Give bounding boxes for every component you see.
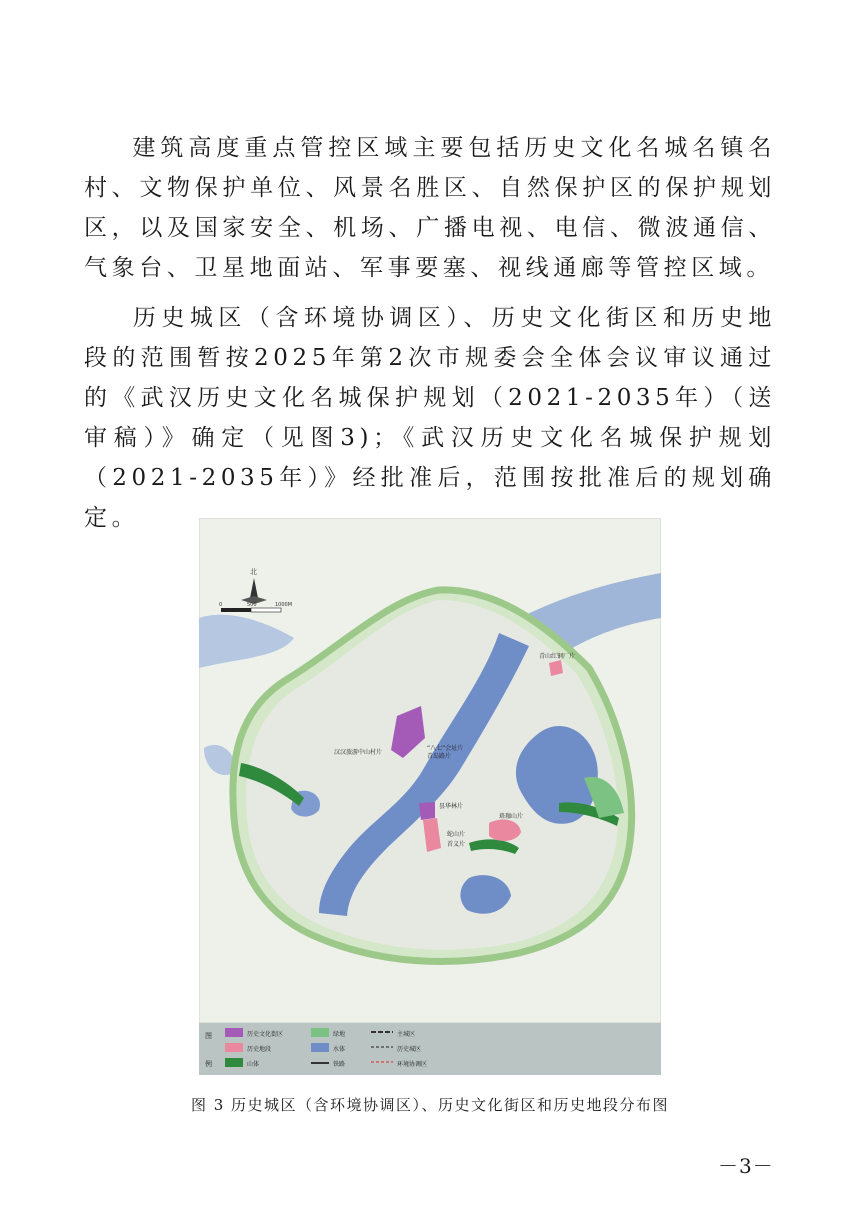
north-label: 北	[250, 568, 257, 576]
map-legend	[199, 1023, 661, 1075]
legend-swatch-mountain	[225, 1058, 243, 1067]
label-qingdao: 青岛路片	[427, 753, 452, 760]
legend-label-water: 水体	[333, 1046, 346, 1053]
legend-label-historic-city: 历史城区	[397, 1046, 422, 1053]
legend-label-historic-district: 历史文化街区	[247, 1031, 284, 1038]
label-luojiashan: 珞珈山片	[499, 813, 524, 820]
paragraph-1	[84, 128, 776, 288]
legend-label-green: 绿地	[333, 1031, 346, 1038]
legend-title-1: 图	[205, 1032, 212, 1040]
paragraph-1-text: 建筑高度重点管控区域主要包括历史文化名城名镇名村、文物保护单位、风景名胜区、自然保护区的保护规划区，以及国家安全、机场、广播电视、电信、微波通信、气象台、卫星地面站、军事要塞、视线通廊等管控区域。	[84, 135, 776, 281]
label-hankou: 汉汉旅游中山村片	[334, 749, 383, 756]
paragraph-2-text: 历史城区（含环境协调区）、历史文化街区和历史地段的范围暂按2025年第2次市规委会全体会议审议通过的《武汉历史文化名城保护规划（2021-2035年）（送审稿）》确定（见图3)；《武汉历史文化名城保护规划（2021-2035年）》经批准后，范围按批准后的规划确定。	[84, 305, 776, 531]
legend-label-mountain: 山体	[247, 1061, 260, 1068]
legend-label-railway: 铁路	[333, 1061, 346, 1068]
label-bayi: “八七”会址片	[427, 745, 464, 752]
legend-swatch-historic-section	[225, 1043, 243, 1052]
label-qingshan: 青山红钢厂片	[539, 653, 576, 660]
legend-label-historic-section: 历史地段	[247, 1046, 272, 1053]
legend-swatch-historic-district	[225, 1028, 243, 1037]
historic-district-wuchang	[419, 802, 435, 820]
scale-label-0: 0	[219, 602, 223, 608]
historic-city-map-figure	[199, 518, 661, 1075]
legend-title-2: 例	[205, 1060, 212, 1068]
label-dongpo: 首义片	[447, 841, 466, 848]
legend-swatch-water	[311, 1043, 329, 1052]
scale-label-1000: 1000M	[275, 602, 293, 608]
label-tanhualin: 昙华林片	[439, 803, 464, 810]
figure-caption: 图 3 历史城区（含环境协调区）、历史文化街区和历史地段分布图	[190, 1096, 670, 1114]
label-lishan: 蛇山片	[447, 831, 466, 838]
legend-swatch-green	[311, 1028, 329, 1037]
paragraph-2	[84, 298, 776, 538]
page-number: －3－	[718, 1154, 774, 1178]
scale-label-500: 500	[247, 602, 257, 608]
legend-label-coordination: 环境协调区	[397, 1061, 428, 1068]
legend-label-main-city: 主城区	[397, 1031, 416, 1038]
